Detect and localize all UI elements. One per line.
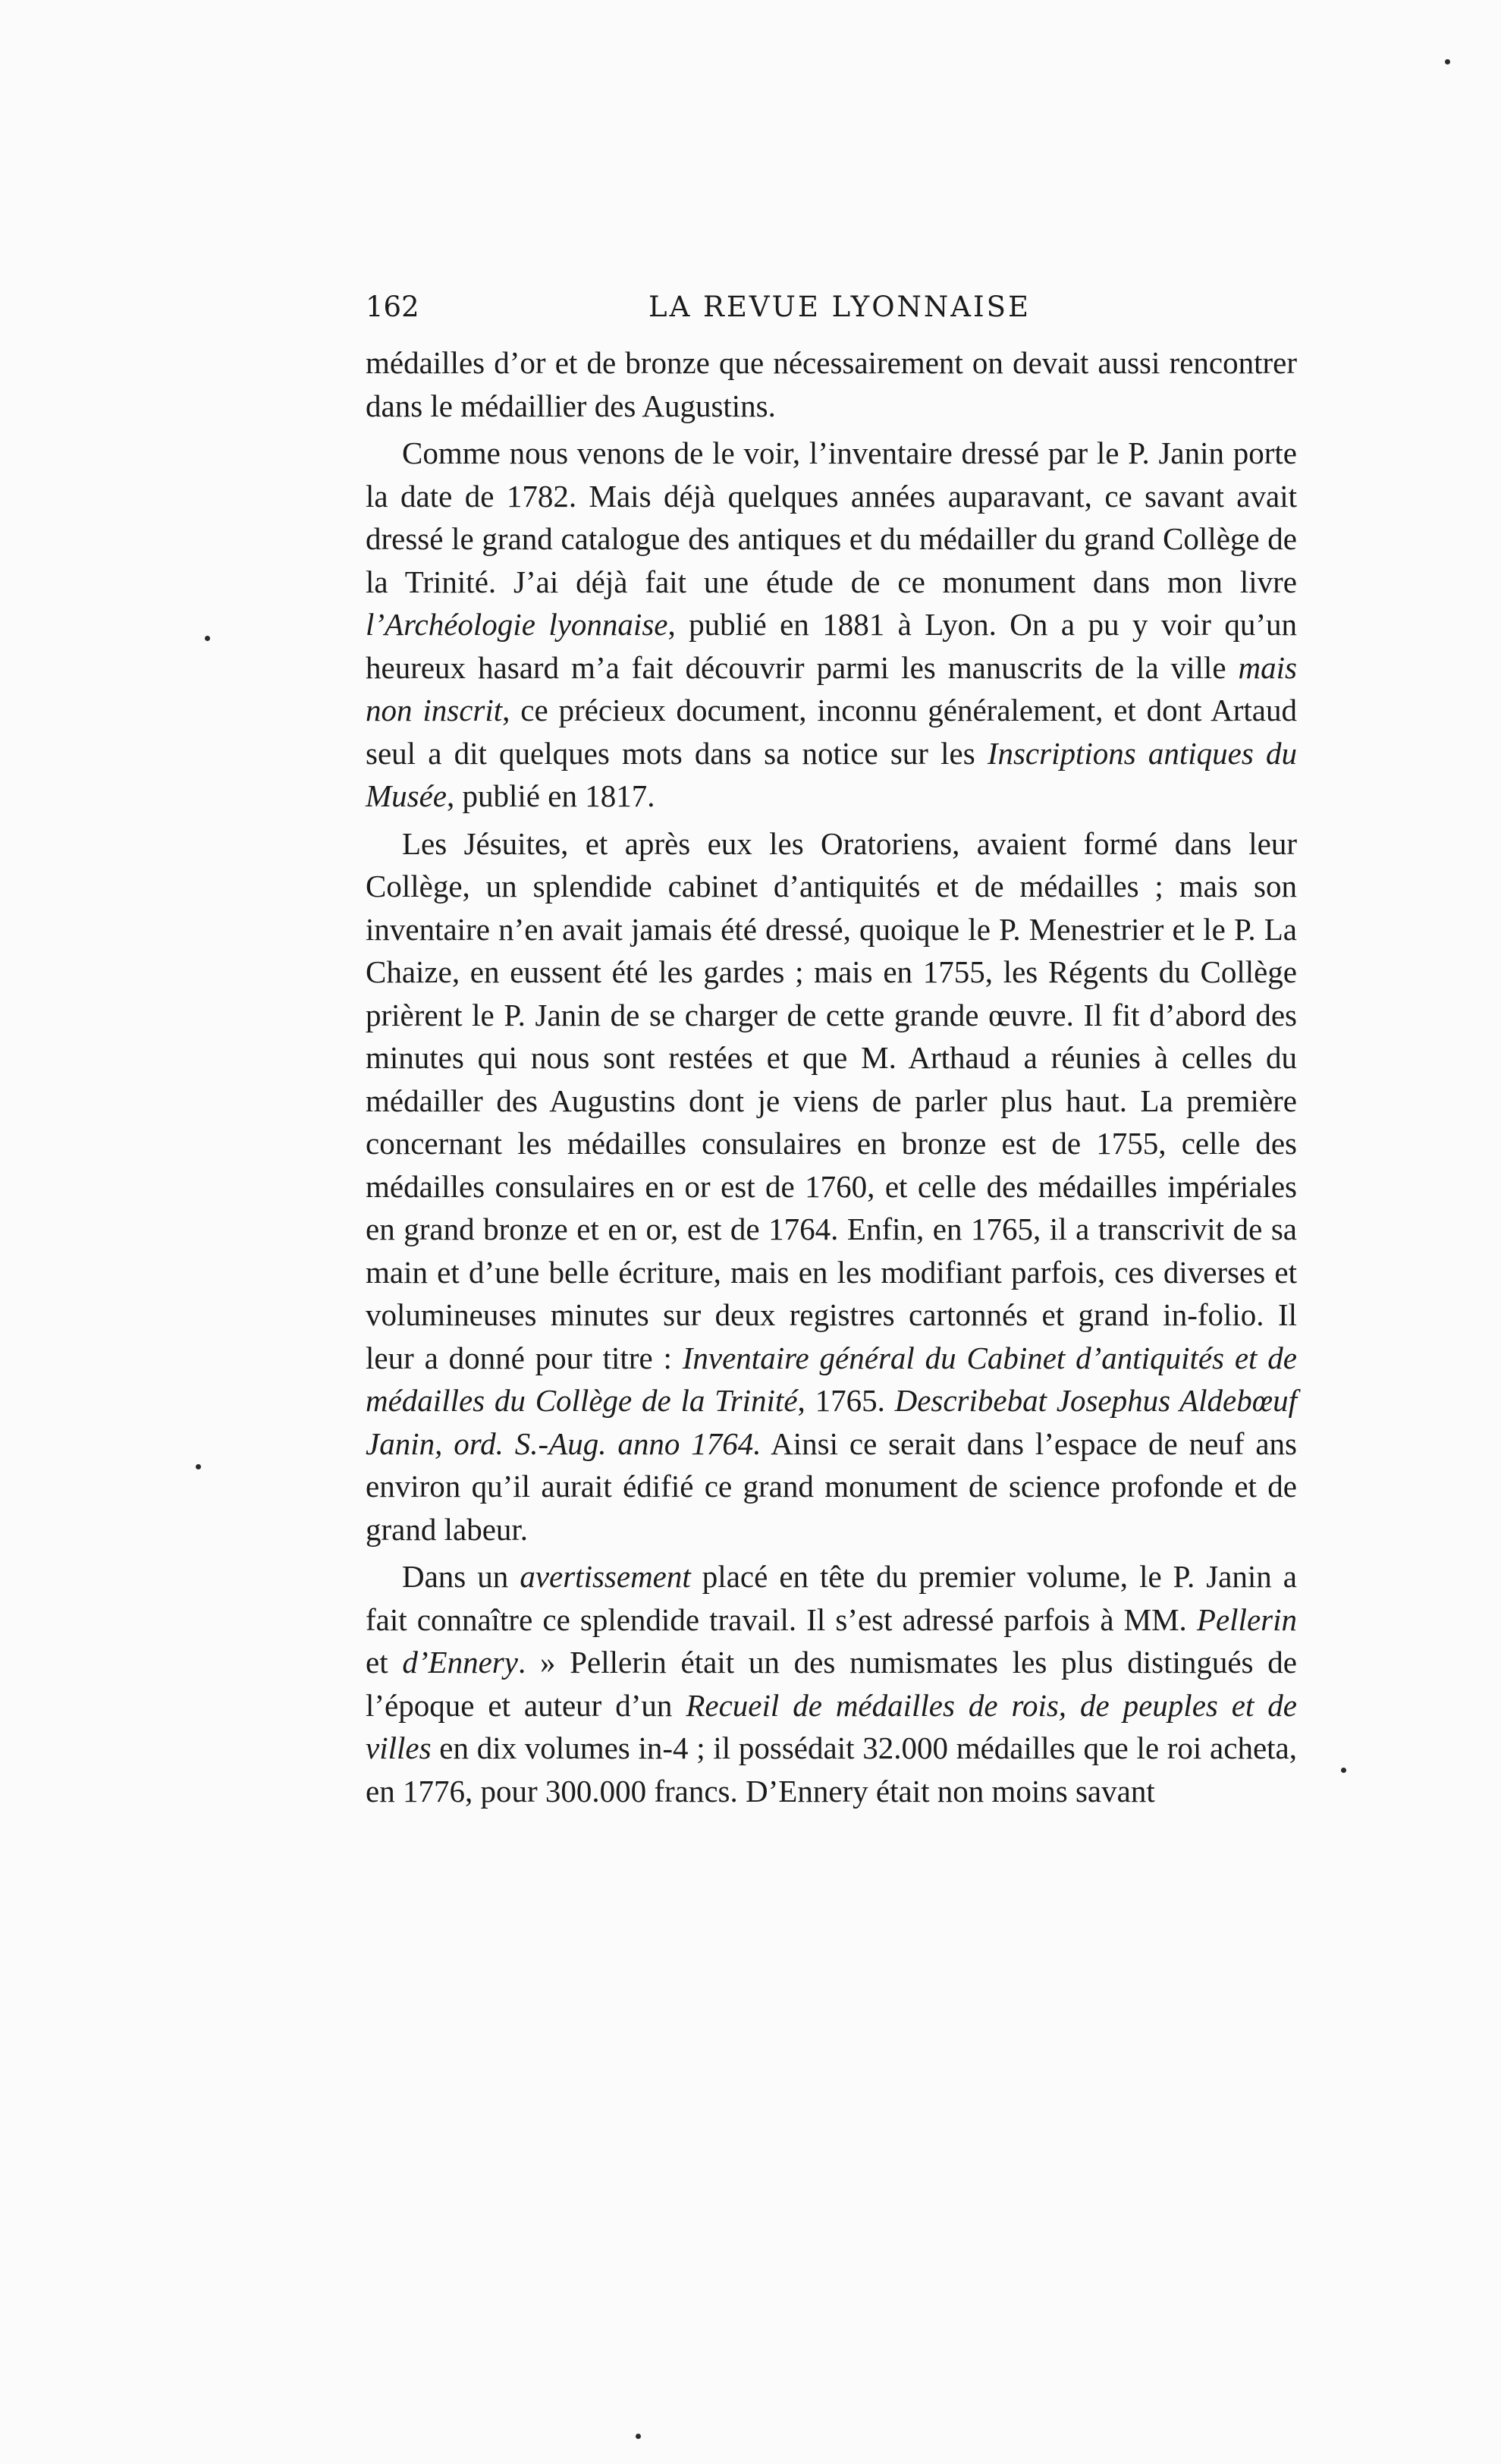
text-run: Les Jésuites, et après eux les Oratoriens, avaient formé dans leur Collège, un splendide cabinet d’antiquités et de médailles ; mais son inventaire n’en avait jamais été dressé, quoique le P. Menestrier et le P. La Chaize, en eussent été les gardes ; mais en 1755, les Régents du Collège prièrent le P. Janin de se charger de cette grande œuvre. Il fit d’abord des minutes qui nous sont restées et que M. Arthaud a réunies à celles du médailler des Augustins dont je viens de parler plus haut. La première concernant les médailles consulaires en bronze est de 1755, celle des médailles consulaires en or est de 1760, et celle des médailles impériales en grand bronze et en or, est de 1764. Enfin, en 1765, il a transcrivit de sa main et d’une belle écriture, mais en les modifiant parfois, ces diverses et volumineuses minutes sur deux registres cartonnés et grand in-folio. Il leur a donné pour titre :	[366, 825, 1297, 1375]
page-number: 162	[366, 291, 419, 323]
text-run: , publié en 1817.	[447, 778, 655, 813]
paragraph	[366, 822, 1297, 1551]
scan-speck	[205, 636, 210, 641]
page-header	[366, 288, 1298, 326]
text-run: placé en tête du premier volume, le P. Janin a fait connaître ce splendide travail. Il s’est adressé parfois à MM.	[366, 1559, 1297, 1637]
text-run: Ainsi ce serait dans l’espace de neuf ans environ qu’il aurait édifié ce grand monument de science profonde et de grand labeur.	[366, 1425, 1297, 1547]
scan-speck	[1445, 59, 1450, 64]
running-title: LA REVUE LYONNAISE	[648, 291, 1031, 323]
text-run: . » Pellerin était un des numismates les plus distingués de l’époque et auteur d’un	[366, 1645, 1297, 1723]
paragraph	[366, 341, 1297, 427]
scan-speck	[196, 1464, 201, 1469]
italic-text: l’Archéologie lyonnaise	[366, 607, 668, 642]
scan-speck	[636, 2434, 641, 2439]
scan-speck	[1341, 1768, 1346, 1773]
italic-text: Inventaire général du Cabinet d’antiquités et de médailles du Collège de la Trinité	[366, 1340, 1297, 1418]
paragraph	[366, 1555, 1297, 1812]
text-run: en dix volumes in-4 ; il possédait 32.000 médailles que le roi acheta, en 1776, pour 300.000 francs. D’Ennery était non moins savant	[366, 1730, 1297, 1809]
body-text	[366, 341, 1297, 1812]
text-run: et	[366, 1645, 403, 1680]
italic-text: Inscriptions antiques du Musée	[366, 735, 1297, 813]
italic-text: avertissement	[520, 1559, 691, 1594]
italic-text: Describebat Josephus Aldebœuf Janin, ord. S.-Aug. anno 1764.	[366, 1383, 1297, 1461]
text-run: , 1765.	[797, 1383, 895, 1418]
text-run: Comme nous venons de le voir, l’inventaire dressé par le P. Janin porte la date de 1782. Mais déjà quelques années auparavant, ce savant avait dressé le grand catalogue des antiques et du médailler du grand Collège de la Trinité. J’ai déjà fait une étude de ce monument dans mon livre	[366, 435, 1297, 599]
italic-text: Recueil de médailles de rois, de peuples et de villes	[366, 1687, 1297, 1765]
text-run: , ce précieux document, inconnu généralement, et dont Artaud seul a dit quelques mots dans sa notice sur les	[366, 693, 1297, 771]
italic-text: mais non inscrit	[366, 649, 1297, 728]
text-run: , publié en 1881 à Lyon. On a pu y voir qu’un heureux hasard m’a fait découvrir parmi les manuscrits de la ville	[366, 607, 1297, 685]
italic-text: Pellerin	[1196, 1601, 1297, 1637]
paragraph	[366, 432, 1297, 818]
text-run: médailles d’or et de bronze que nécessairement on devait aussi rencontrer dans le médaillier des Augustins.	[366, 345, 1297, 423]
italic-text: d’Ennery	[402, 1645, 518, 1680]
text-run: Dans un	[402, 1559, 520, 1594]
